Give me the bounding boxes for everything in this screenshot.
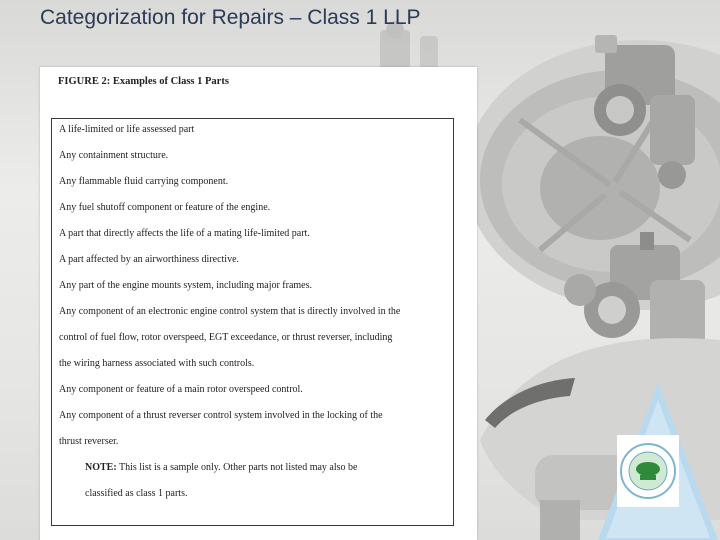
note-line-1: [85, 461, 445, 475]
organization-seal: [617, 435, 679, 507]
list-item: Any fuel shutoff component or feature of the engine.: [59, 202, 271, 213]
list-item: A part affected by an airworthiness directive.: [59, 254, 240, 265]
list-item: A part that directly affects the life of a mating life-limited part.: [59, 228, 310, 239]
page-title: Categorization for Repairs – Class 1 LLP: [40, 6, 421, 29]
note-text: This list is a sample only. Other parts not listed may also be: [119, 462, 358, 473]
class-1-parts-box: [51, 118, 454, 526]
list-item: A life-limited or life assessed part: [59, 124, 195, 135]
note-line-2: classified as class 1 parts.: [85, 488, 188, 499]
list-item: Any containment structure.: [59, 150, 169, 161]
list-item: Any flammable fluid carrying component.: [59, 176, 229, 187]
document-page: [40, 67, 477, 540]
list-item: Any component of a thrust reverser control system involved in the locking of the: [59, 410, 383, 421]
note-label: NOTE:: [85, 462, 117, 473]
list-item: Any part of the engine mounts system, including major frames.: [59, 280, 313, 291]
list-item: thrust reverser.: [59, 436, 119, 447]
list-item: the wiring harness associated with such controls.: [59, 358, 255, 369]
list-item: Any component or feature of a main rotor overspeed control.: [59, 384, 303, 395]
list-item: Any component of an electronic engine control system that is directly involved in the: [59, 306, 401, 317]
figure-caption: FIGURE 2: Examples of Class 1 Parts: [58, 76, 229, 87]
list-item: control of fuel flow, rotor overspeed, EGT exceedance, or thrust reverser, including: [59, 332, 393, 343]
